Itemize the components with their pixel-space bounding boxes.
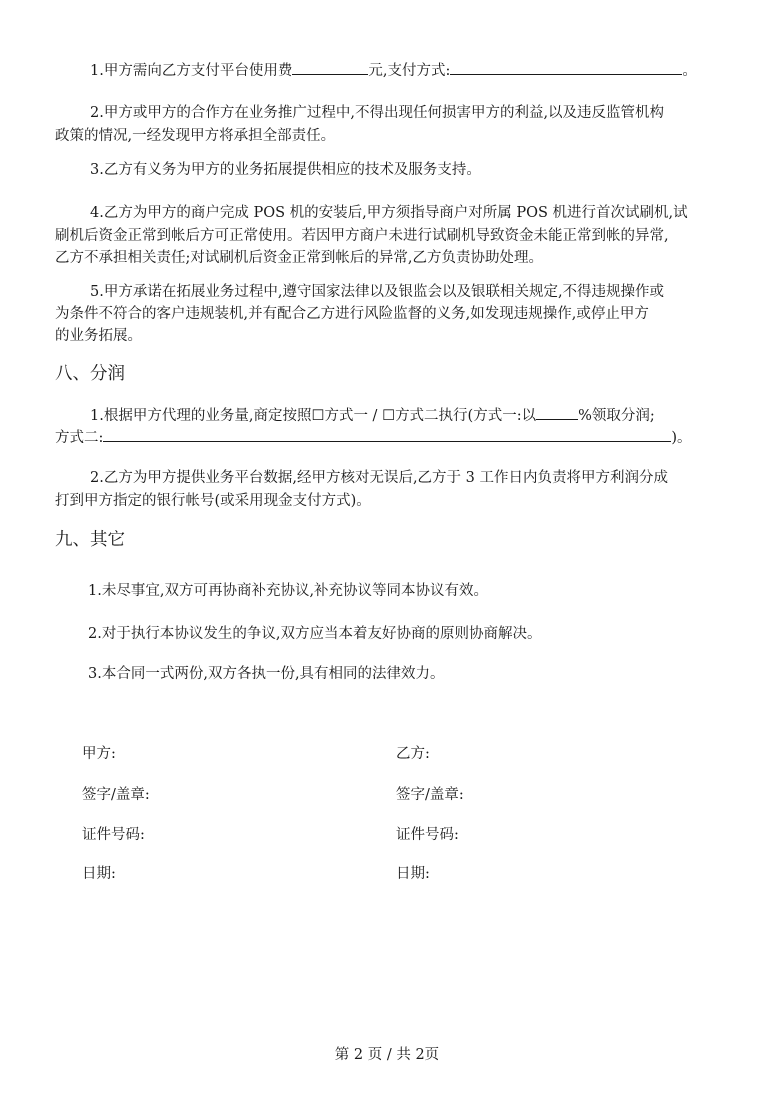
fee-blank xyxy=(292,59,368,75)
clause-9-1: 1.未尽事宜,双方可再协商补充协议,补充协议等同本协议有效。 xyxy=(88,583,489,599)
section-9-heading: 九、其它 xyxy=(55,530,125,550)
clause-9-3: 3.本合同一式两份,双方各执一份,具有相同的法律效力。 xyxy=(88,666,445,682)
clause-7-1: 1.甲方需向乙方支付平台使用费 元,支付方式: 。 xyxy=(90,59,697,80)
checkbox-option-2[interactable]: ☐ xyxy=(382,408,396,424)
clause-7-4-line3: 乙方不承担相关责任;对试刷机后资金正常到帐后的异常,乙方负责协助处理。 xyxy=(55,250,543,266)
checkbox-option-1[interactable]: ☐ xyxy=(311,408,325,424)
clause-7-2-line2: 政策的情况,一经发现甲方将承担全部责任。 xyxy=(55,128,336,144)
method2-blank xyxy=(103,426,671,442)
party-a-date-label: 日期: xyxy=(82,866,116,882)
clause-7-5-line3: 的业务拓展。 xyxy=(55,328,142,344)
clause-7-2-line1: 2.甲方或甲方的合作方在业务推广过程中,不得出现任何损害甲方的利益,以及违反监管机构 xyxy=(90,105,665,121)
clause-8-2-line1: 2.乙方为甲方提供业务平台数据,经甲方核对无误后,乙方于 3 工作日内负责将甲方利润分成 xyxy=(90,470,668,486)
payment-method-blank xyxy=(450,59,682,75)
party-a-id-label: 证件号码: xyxy=(82,827,145,843)
page-number-footer: 第 2 页 / 共 2页 xyxy=(334,1047,440,1063)
party-a-label: 甲方: xyxy=(82,746,116,762)
clause-7-5-line1: 5.甲方承诺在拓展业务过程中,遵守国家法律以及银监会以及银联相关规定,不得违规操作或 xyxy=(90,284,665,300)
party-b-label: 乙方: xyxy=(396,746,430,762)
clause-8-2-line2: 打到甲方指定的银行帐号(或采用现金支付方式)。 xyxy=(55,493,371,509)
clause-7-4-line2: 刷机后资金正常到帐后方可正常使用。若因甲方商户未进行试刷机导致资金未能正常到帐的异常, xyxy=(55,228,669,244)
party-b-date-label: 日期: xyxy=(396,866,430,882)
party-a-sign-label: 签字/盖章: xyxy=(82,787,150,803)
clause-8-1-line2: 方式二: )。 xyxy=(55,426,692,447)
clause-7-3: 3.乙方有义务为甲方的业务拓展提供相应的技术及服务支持。 xyxy=(90,162,481,178)
percent-blank xyxy=(536,404,578,420)
clause-9-2: 2.对于执行本协议发生的争议,双方应当本着友好协商的原则协商解决。 xyxy=(88,626,542,642)
section-8-heading: 八、分润 xyxy=(55,364,125,384)
party-b-id-label: 证件号码: xyxy=(396,827,459,843)
clause-8-1-line1: 1.根据甲方代理的业务量,商定按照☐方式一 / ☐方式二执行(方式一:以 %领取分润; xyxy=(90,404,655,425)
clause-7-4-line1: 4.乙方为甲方的商户完成 POS 机的安装后,甲方须指导商户对所属 POS 机进行首次试刷机,试 xyxy=(90,205,688,221)
clause-7-5-line2: 为条件不符合的客户违规装机,并有配合乙方进行风险监督的义务,如发现违规操作,或停止甲方 xyxy=(55,306,649,322)
party-b-sign-label: 签字/盖章: xyxy=(396,787,464,803)
